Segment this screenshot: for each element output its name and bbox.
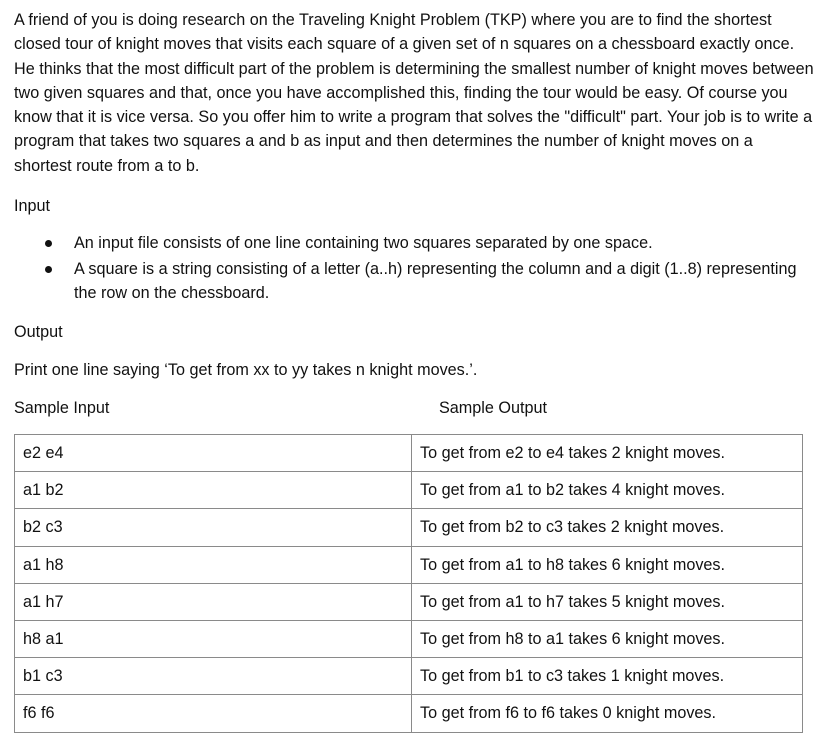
sample-output-cell: To get from a1 to b2 takes 4 knight moves.	[412, 472, 803, 509]
input-bullet-item	[14, 231, 814, 256]
samples-table	[14, 434, 803, 733]
sample-input-cell: a1 b2	[15, 472, 412, 509]
sample-input-cell: b2 c3	[15, 509, 412, 546]
sample-output-cell: To get from b2 to c3 takes 2 knight moves.	[412, 509, 803, 546]
input-bullet-text: A square is a string consisting of a letter (a..h) representing the column and a digit (1..8) representing the row on the chessboard.	[74, 259, 797, 302]
input-bullet-text: An input file consists of one line containing two squares separated by one space.	[74, 234, 653, 252]
table-row	[15, 695, 803, 732]
sample-input-cell: e2 e4	[15, 435, 412, 472]
problem-description: A friend of you is doing research on the Traveling Knight Problem (TKP) where you are to find the shortest closed tour of knight moves that visits each square of a given set of n squares on a chessboard exactly once. He thinks that the most difficult part of the problem is determining the smallest number of knight moves between two given squares and that, once you have accomplished this, finding the tour would be easy. Of course you know that it is vice versa. So you offer him to write a program that solves the "difficult" part. Your job is to write a program that takes two squares a and b as input and then determines the number of knight moves on a shortest route from a to b.	[14, 11, 814, 175]
sample-output-cell: To get from a1 to h7 takes 5 knight moves.	[412, 583, 803, 620]
table-row	[15, 509, 803, 546]
table-row	[15, 620, 803, 657]
sample-output-cell: To get from a1 to h8 takes 6 knight moves.	[412, 546, 803, 583]
bullet-icon	[45, 240, 52, 247]
table-row	[15, 583, 803, 620]
bullet-icon	[45, 266, 52, 273]
output-heading: Output	[14, 323, 63, 341]
sample-output-cell: To get from f6 to f6 takes 0 knight moves.	[412, 695, 803, 732]
sample-output-heading: Sample Output	[439, 399, 547, 417]
table-row	[15, 472, 803, 509]
sample-output-cell: To get from b1 to c3 takes 1 knight moves.	[412, 658, 803, 695]
table-row	[15, 435, 803, 472]
sample-input-heading: Sample Input	[14, 399, 110, 417]
sample-input-cell: a1 h8	[15, 546, 412, 583]
input-heading: Input	[14, 197, 51, 215]
sample-output-cell: To get from h8 to a1 takes 6 knight moves.	[412, 620, 803, 657]
output-description: Print one line saying ‘To get from xx to yy takes n knight moves.’.	[14, 361, 478, 379]
table-row	[15, 658, 803, 695]
sample-output-cell: To get from e2 to e4 takes 2 knight moves.	[412, 435, 803, 472]
sample-input-cell: b1 c3	[15, 658, 412, 695]
table-row	[15, 546, 803, 583]
sample-input-cell: f6 f6	[15, 695, 412, 732]
input-bullet-item	[14, 257, 814, 306]
sample-input-cell: a1 h7	[15, 583, 412, 620]
input-bullet-list	[14, 231, 814, 307]
sample-input-cell: h8 a1	[15, 620, 412, 657]
